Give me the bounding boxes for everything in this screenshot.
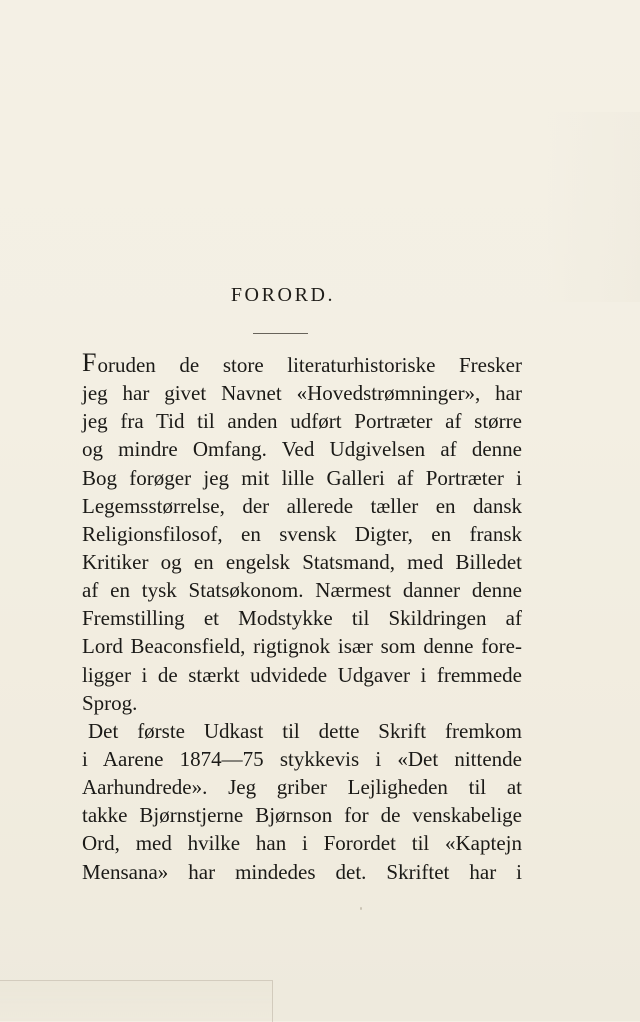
title-rule: [253, 333, 308, 334]
page-shadow: [0, 980, 273, 1022]
text-line: Lord Beaconsfield, rigtignok især som denne fore-: [82, 634, 522, 659]
text-line: Religionsfilosof, en svensk Digter, en fransk: [82, 521, 522, 546]
text-line: Sprog.: [82, 690, 138, 715]
text-line: [82, 348, 522, 379]
page-title: FORORD.: [230, 284, 336, 306]
text-line: takke Bjørnstjerne Bjørnson for de venskabelige: [82, 803, 522, 828]
line-text: oruden de store literaturhistoriske Fresker: [97, 353, 522, 377]
text-line: Fremstilling et Modstykke til Skildringen af: [82, 606, 522, 631]
text-line: jeg fra Tid til anden udført Portræter af større: [82, 409, 522, 434]
text-line: af en tysk Statsøkonom. Nærmest danner denne: [82, 578, 522, 603]
text-line: og mindre Omfang. Ved Udgivelsen af denne: [82, 437, 522, 462]
text-line: i Aarene 1874—75 stykkevis i «Det nittende: [82, 746, 522, 771]
show-through-text: [545, 112, 640, 302]
text-line: Det første Udkast til dette Skrift fremkom: [88, 718, 522, 743]
body-text: [82, 348, 522, 886]
text-line: Bog forøger jeg mit lille Galleri af Portræter i: [82, 465, 522, 490]
text-line: jeg har givet Navnet «Hovedstrømninger», har: [82, 381, 522, 406]
dropcap-letter: F: [82, 348, 97, 377]
text-line: Mensana» har mindedes det. Skriftet har i: [82, 859, 522, 884]
text-line: Aarhundrede». Jeg griber Lejligheden til at: [82, 775, 522, 800]
text-line: Ord, med hvilke han i Forordet til «Kaptejn: [82, 831, 522, 856]
text-line: Kritiker og en engelsk Statsmand, med Billedet: [82, 549, 522, 574]
text-line: Legemsstørrelse, der allerede tæller en dansk: [82, 493, 522, 518]
text-line: ligger i de stærkt udvidede Udgaver i fremmede: [82, 662, 522, 687]
paper-speck: [360, 907, 362, 910]
